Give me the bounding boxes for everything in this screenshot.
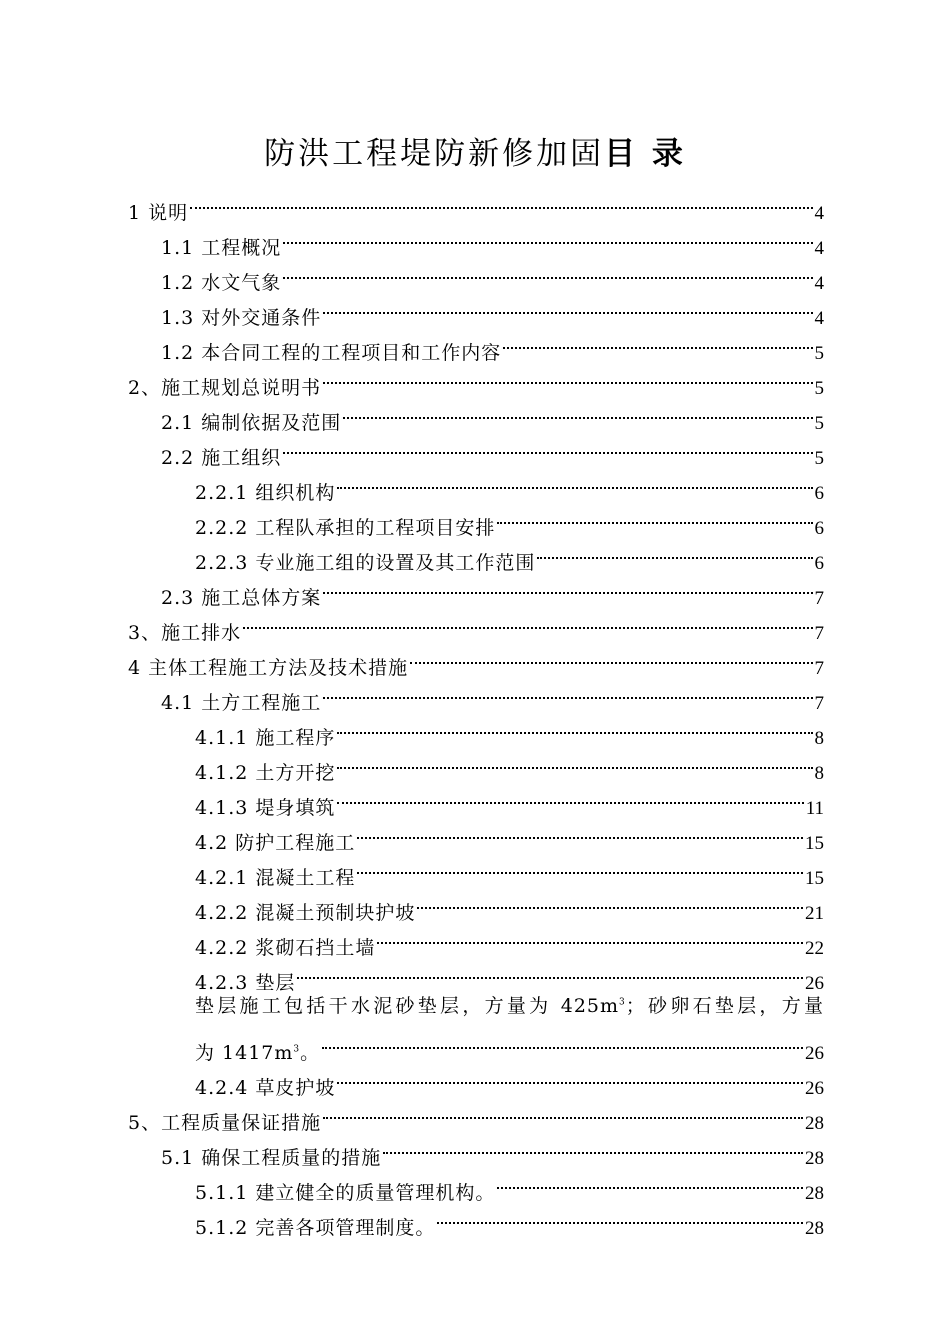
toc-entry-label: 2.2 施工组织	[161, 447, 282, 469]
toc-entry-page: 4	[814, 238, 824, 259]
dot-leader	[283, 254, 812, 289]
dot-leader	[417, 884, 803, 919]
toc-entry[interactable]	[128, 184, 824, 224]
toc-entry-page: 5	[814, 413, 824, 434]
toc-entry-label: 4.2.1 混凝土工程	[195, 867, 356, 889]
paragraph-text: 垫层施工包括干水泥砂垫层，方量为 425m	[195, 995, 620, 1017]
toc-entry-label: 5、工程质量保证措施	[128, 1112, 322, 1134]
toc-entry-page: 6	[814, 553, 824, 574]
dot-leader	[297, 954, 803, 989]
toc-entry-label: 5.1.2 完善各项管理制度。	[195, 1217, 436, 1239]
dot-leader	[322, 1024, 803, 1059]
toc-entry-page: 28	[805, 1148, 824, 1169]
paragraph-text: 。	[300, 1042, 321, 1064]
toc-entry-label: 1.2 水文气象	[161, 272, 282, 294]
toc-entry-label: 2.2.2 工程队承担的工程项目安排	[195, 517, 496, 539]
title-main: 防洪工程堤防新修加固	[264, 136, 605, 172]
toc-entry-page: 4	[814, 203, 824, 224]
dot-leader	[337, 1059, 803, 1094]
dot-leader	[323, 569, 812, 604]
toc-entry-page: 7	[814, 623, 824, 644]
toc-entry-label: 4.1.2 土方开挖	[195, 762, 336, 784]
dot-leader	[323, 289, 812, 324]
toc-entry-page: 8	[814, 763, 824, 784]
toc-entry-label: 1.1 工程概况	[161, 237, 282, 259]
toc-entry-label	[195, 1036, 320, 1071]
dot-leader	[243, 604, 812, 639]
toc-entry-label: 4.1.3 堤身填筑	[195, 797, 336, 819]
toc-entry-page: 7	[814, 693, 824, 714]
toc-entry-label: 1.3 对外交通条件	[161, 307, 322, 329]
toc-entry-label: 4.2.2 混凝土预制块护坡	[195, 902, 416, 924]
toc-entry[interactable]	[128, 219, 824, 259]
title-suffix: 目 录	[604, 136, 686, 172]
toc-entry-page: 7	[814, 588, 824, 609]
toc-entry-label: 1.2 本合同工程的工程项目和工作内容	[161, 342, 502, 364]
toc-entry-page: 4	[814, 273, 824, 294]
document-title	[0, 128, 950, 173]
paragraph-text: 为 1417m	[195, 1042, 294, 1064]
toc-entry-page: 8	[814, 728, 824, 749]
toc-entry-label: 3、施工排水	[128, 622, 242, 644]
superscript: 3	[619, 997, 626, 1008]
toc-entry-page: 6	[814, 518, 824, 539]
dot-leader	[377, 919, 803, 954]
toc-entry-page: 15	[805, 868, 824, 889]
toc-entry-page: 5	[814, 448, 824, 469]
toc-entry-page: 26	[805, 1043, 824, 1064]
toc-entry-label: 5.1 确保工程质量的措施	[161, 1147, 382, 1169]
toc-entry-label: 4.1.1 施工程序	[195, 727, 336, 749]
dot-leader	[357, 814, 803, 849]
toc-entry-label: 2.2.1 组织机构	[195, 482, 336, 504]
toc-entry-label: 1 说明	[128, 202, 189, 224]
dot-leader	[337, 779, 803, 814]
toc-entry-page: 28	[805, 1183, 824, 1204]
toc-entry-page: 26	[805, 1078, 824, 1099]
toc-entry-page: 26	[805, 973, 824, 994]
toc-paragraph-line[interactable]	[128, 989, 824, 1024]
toc-entry-page: 7	[814, 658, 824, 679]
dot-leader	[497, 1164, 803, 1199]
toc-entry-label: 2.1 编制依据及范围	[161, 412, 342, 434]
toc-entry-page: 15	[805, 833, 824, 854]
dot-leader	[337, 744, 812, 779]
dot-leader	[503, 324, 812, 359]
toc-entry-page: 22	[805, 938, 824, 959]
toc-entry-label: 4.2 防护工程施工	[195, 832, 356, 854]
toc-entry-page: 5	[814, 378, 824, 399]
toc-entry-page: 5	[814, 343, 824, 364]
toc-entry-label: 5.1.1 建立健全的质量管理机构。	[195, 1182, 496, 1204]
toc-entry[interactable]	[128, 1024, 824, 1064]
superscript: 3	[293, 1044, 301, 1055]
dot-leader	[283, 429, 812, 464]
dot-leader	[337, 709, 812, 744]
toc-entry-page: 21	[805, 903, 824, 924]
toc-entry-label: 4.2.2 浆砌石挡土墙	[195, 937, 376, 959]
table-of-contents	[128, 184, 824, 1239]
toc-entry-label: 2.3 施工总体方案	[161, 587, 322, 609]
toc-entry-page: 11	[805, 798, 824, 819]
toc-entry-label: 2.2.3 专业施工组的设置及其工作范围	[195, 552, 536, 574]
dot-leader	[410, 639, 812, 674]
dot-leader	[437, 1199, 803, 1234]
dot-leader	[537, 534, 812, 569]
toc-entry-label: 4.1 土方工程施工	[161, 692, 322, 714]
paragraph-text: ；砂卵石垫层，方量	[625, 995, 824, 1017]
dot-leader	[190, 184, 812, 219]
dot-leader	[497, 499, 812, 534]
dot-leader	[337, 464, 812, 499]
toc-entry-label: 4 主体工程施工方法及技术措施	[128, 657, 409, 679]
toc-entry-page: 4	[814, 308, 824, 329]
toc-entry-page: 28	[805, 1113, 824, 1134]
dot-leader	[323, 1094, 803, 1129]
toc-entry-label: 2、施工规划总说明书	[128, 377, 322, 399]
toc-entry-label: 4.2.4 草皮护坡	[195, 1077, 336, 1099]
dot-leader	[343, 394, 812, 429]
dot-leader	[357, 849, 803, 884]
dot-leader	[323, 359, 812, 394]
dot-leader	[323, 674, 812, 709]
dot-leader	[283, 219, 812, 254]
dot-leader	[383, 1129, 803, 1164]
toc-entry-page: 28	[805, 1218, 824, 1239]
toc-entry-label: 4.2.3 垫层	[195, 972, 296, 994]
toc-entry-page: 6	[814, 483, 824, 504]
